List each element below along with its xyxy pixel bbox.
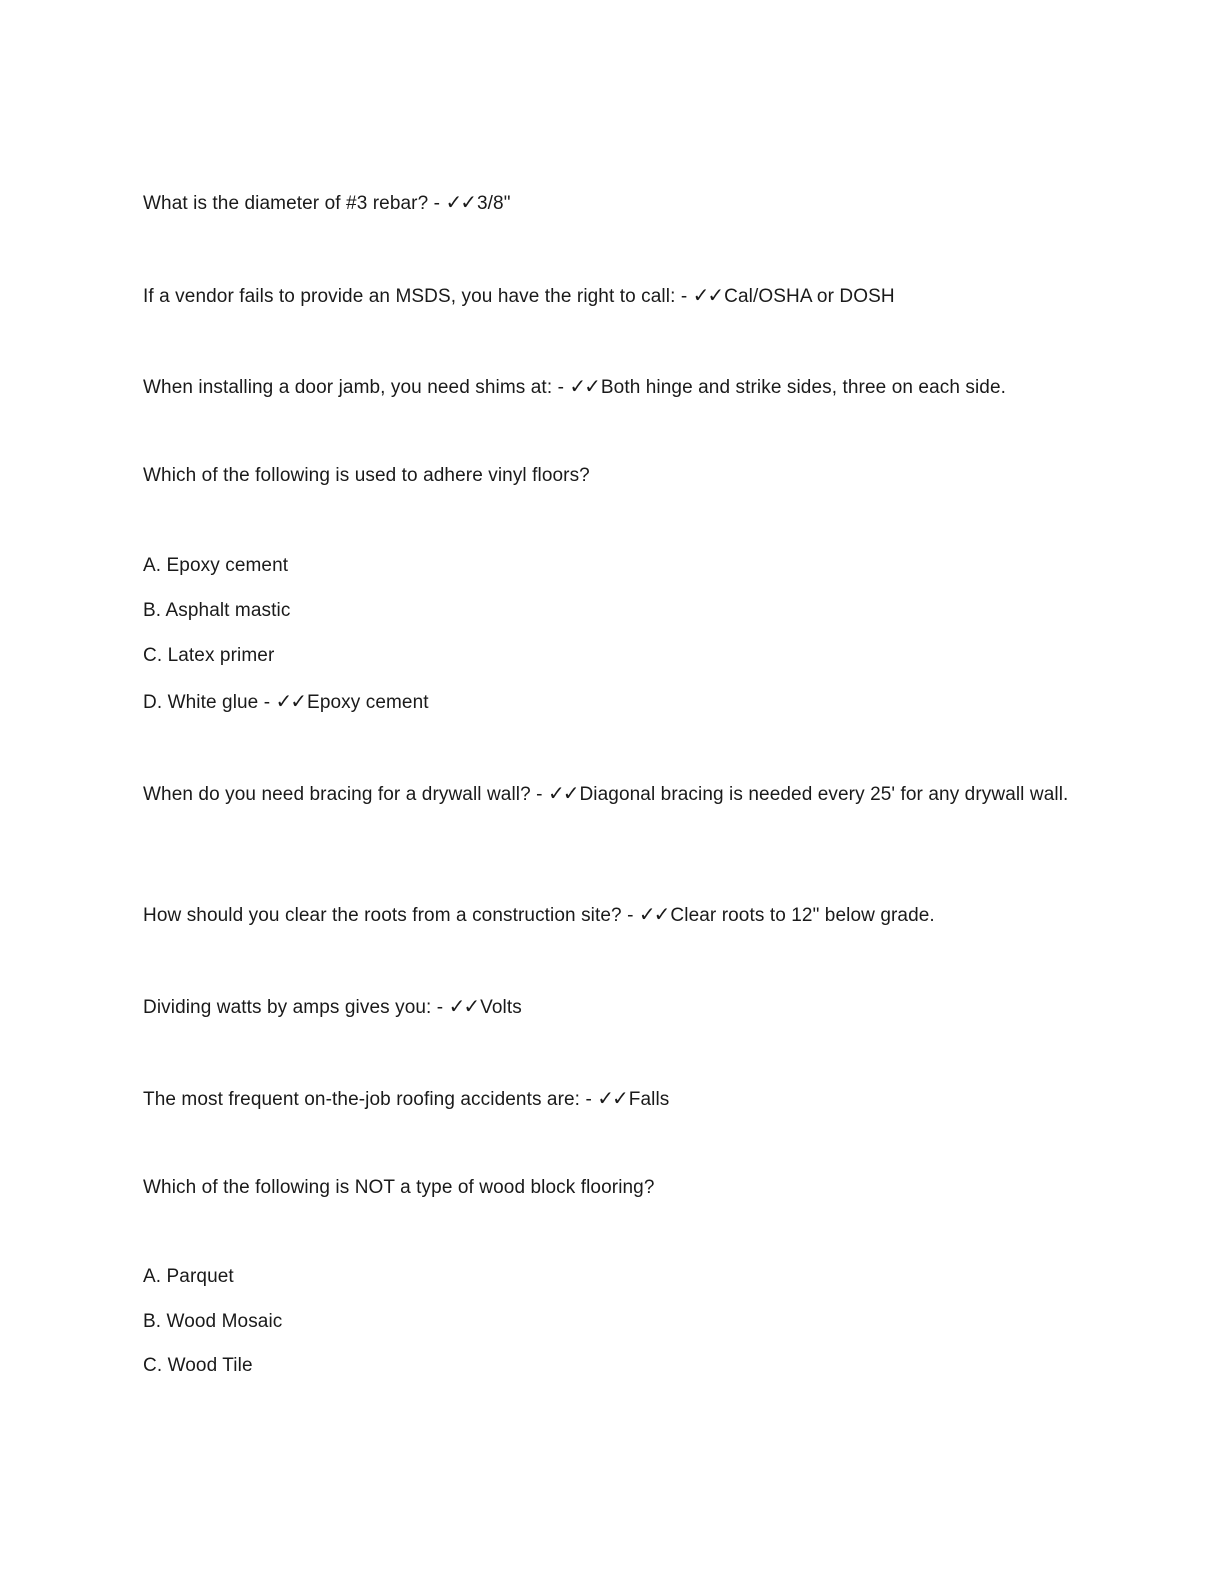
qa-drywall-bracing [143,779,1073,809]
double-check-icon: ✓✓ [569,374,599,398]
option-a-vinyl [143,551,1073,580]
question-text: Dividing watts by amps gives you: - [143,997,449,1018]
answer-text: Volts [480,997,522,1018]
option-text: A. Epoxy cement [143,555,289,576]
question-text: The most frequent on-the-job roofing accidents are: - [143,1089,598,1110]
option-text: B. Wood Mosaic [143,1311,283,1332]
option-b-wood [143,1307,1073,1336]
answer-text: Both hinge and strike sides, three on each side. [600,377,1007,398]
question-text: How should you clear the roots from a construction site? - [143,905,639,926]
answer-text: 3/8" [476,193,511,214]
question-text: If a vendor fails to provide an MSDS, you have the right to call: - [143,286,693,307]
question-text: Which of the following is NOT a type of wood block flooring? [143,1177,655,1198]
option-text: A. Parquet [143,1266,234,1287]
double-check-icon: ✓✓ [448,994,479,1018]
question-text: What is the diameter of #3 rebar? - [143,193,446,214]
double-check-icon: ✓✓ [638,902,669,926]
option-text: C. Latex primer [143,645,275,666]
double-check-icon: ✓✓ [597,1086,627,1110]
qa-clear-roots [143,900,1073,930]
double-check-icon: ✓✓ [275,689,306,713]
option-d-vinyl [143,687,1073,717]
qa-watts-amps [143,992,1073,1022]
double-check-icon: ✓✓ [445,190,475,214]
question-vinyl-floors [143,461,1073,490]
option-b-vinyl [143,596,1073,625]
option-c-vinyl [143,641,1073,670]
double-check-icon: ✓✓ [547,781,578,805]
question-wood-block-flooring [143,1173,1073,1202]
option-a-wood [143,1262,1073,1291]
question-text: When installing a door jamb, you need shims at: - [143,377,570,398]
answer-text: Falls [628,1089,670,1110]
option-c-wood [143,1351,1073,1380]
question-text: When do you need bracing for a drywall wall? - [143,784,548,805]
option-text: D. White glue - [143,692,276,713]
qa-door-jamb-shims [143,372,1073,402]
answer-text: Cal/OSHA or DOSH [724,286,895,307]
answer-text: Diagonal bracing is needed every 25' for any drywall wall. [579,784,1069,805]
option-text: B. Asphalt mastic [143,600,291,621]
double-check-icon: ✓✓ [692,283,723,307]
qa-rebar-diameter [143,188,1073,218]
qa-msds-vendor [143,281,1073,311]
qa-roofing-accidents [143,1084,1073,1114]
question-text: Which of the following is used to adhere vinyl floors? [143,465,590,486]
answer-text: Epoxy cement [307,692,429,713]
answer-text: Clear roots to 12" below grade. [670,905,935,926]
option-text: C. Wood Tile [143,1355,253,1376]
